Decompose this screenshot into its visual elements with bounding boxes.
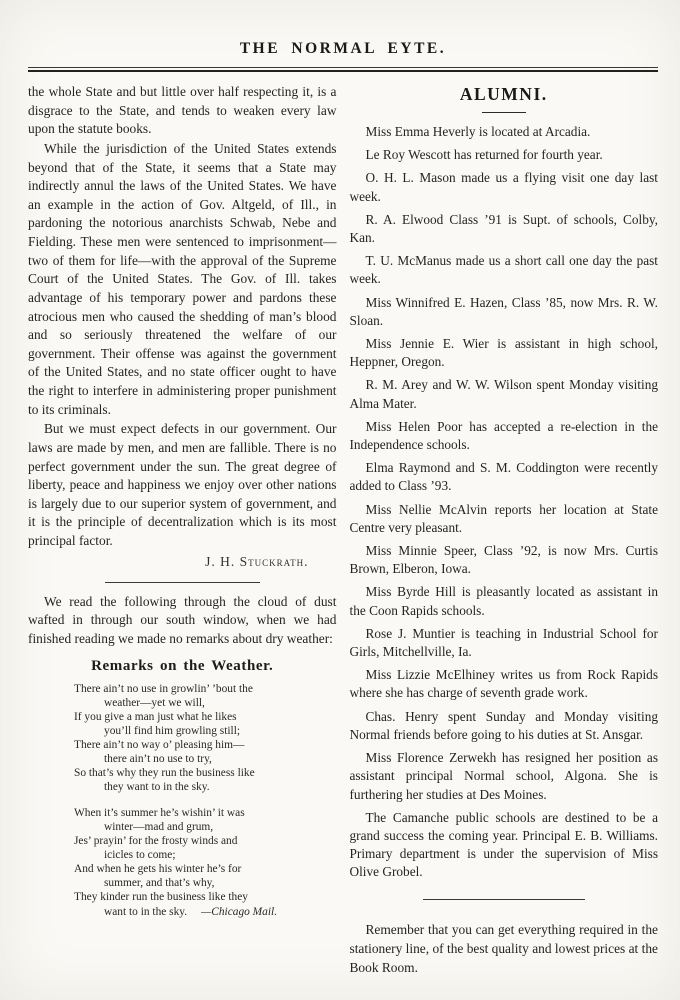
- poem-stanza-1: [74, 682, 337, 795]
- poem-line: There ain’t no use in growlin’ ’bout the: [74, 682, 253, 695]
- article-signature: J. H. Stuckrath.: [205, 553, 309, 569]
- poem-line: They kinder run the business like they: [74, 891, 248, 904]
- alumni-item: T. U. McManus made us a short call one day the past week.: [349, 253, 658, 287]
- page-columns: [28, 83, 658, 977]
- poem-line: When it’s summer he’s wishin’ it was: [74, 806, 245, 819]
- alumni-heading: ALUMNI.: [459, 84, 548, 104]
- poem-line: weather—yet we will,: [104, 696, 205, 709]
- article-paragraph: But we must expect defects in our government. Our laws are made by men, and men are fallible. There is no perfect government under the sun. The great degree of liberty, peace and happiness we enjoy over other nations is largely due to our superior system of government, and it is the principle of decentralization which is its most principal factor.: [28, 421, 337, 548]
- alumni-item: Chas. Henry spent Sunday and Monday visiting Normal friends before going to his duties at St. Ansgar.: [349, 708, 658, 742]
- poem-line: So that’s why they run the business like: [74, 767, 255, 780]
- poem-line: If you give a man just what he likes: [74, 710, 237, 723]
- alumni-item: Rose J. Muntier is teaching in Industrial School for Girls, Mitchellville, Ia.: [349, 625, 658, 660]
- alumni-item: Le Roy Wescott has returned for fourth year.: [365, 147, 603, 163]
- alumni-item: Elma Raymond and S. M. Coddington were recently added to Class ’93.: [349, 460, 658, 494]
- alumni-item: Miss Nellie McAlvin reports her location at State Centre very pleasant.: [349, 501, 658, 535]
- alumni-item: O. H. L. Mason made us a flying visit one day last week.: [349, 170, 658, 204]
- left-column: [28, 83, 337, 977]
- poem-line: they want to in the sky.: [104, 781, 210, 794]
- poem-attribution: —Chicago Mail.: [201, 905, 278, 918]
- alumni-item: Miss Emma Heverly is located at Arcadia.: [365, 124, 591, 139]
- alumni-item: Miss Jennie E. Wier is assistant in high school, Heppner, Oregon.: [349, 336, 658, 370]
- alumni-item: Miss Minnie Speer, Class ’92, is now Mrs. Curtis Brown, Elberon, Iowa.: [349, 543, 658, 577]
- poem-line: Jes’ prayin’ for the frosty winds and: [74, 834, 238, 847]
- masthead-rule: [28, 67, 658, 72]
- poem-line: you’ll find him growling still;: [104, 724, 241, 737]
- poem-line: want to in the sky.: [104, 905, 188, 918]
- weather-intro: We read the following through the cloud of dust wafted in through our south window, when we had finished reading we made no remarks about dry weather:: [28, 593, 337, 646]
- right-column: [350, 83, 659, 977]
- article-paragraph: the whole State and but little over half respecting it, is a disgrace to the State, and tends to weaken every law upon the statute books.: [28, 84, 337, 137]
- section-divider: [423, 899, 585, 900]
- alumni-heading-rule: [482, 112, 526, 113]
- poem-line: And when he gets his winter he’s for: [74, 863, 242, 876]
- poem-line: There ain’t no way o’ pleasing him—: [74, 739, 245, 752]
- alumni-item: The Camanche public schools are destined to be a grand success the coming year. Principal E. B. Williams. Primary department is under the supervision of Miss Olive Grobel.: [349, 809, 658, 880]
- poem-line: winter—mad and grum,: [104, 820, 214, 833]
- alumni-item: R. M. Arey and W. W. Wilson spent Monday visiting Alma Mater.: [349, 377, 658, 411]
- poem-line: there ain’t no use to try,: [104, 753, 212, 766]
- book-room-note: Remember that you can get everything required in the stationery line, of the best quality and lowest prices at the Book Room.: [349, 921, 658, 975]
- alumni-item: Miss Winnifred E. Hazen, Class ’85, now Mrs. R. W. Sloan.: [349, 294, 658, 328]
- poem-last-line: [74, 905, 337, 919]
- alumni-item: R. A. Elwood Class ’91 is Supt. of schools, Colby, Kan.: [349, 211, 658, 246]
- poem-line: icicles to come;: [104, 849, 176, 862]
- poem-line: summer, and that’s why,: [104, 877, 215, 890]
- section-divider: [105, 582, 260, 583]
- alumni-item: Miss Lizzie McElhiney writes us from Rock Rapids where she has charge of seventh grade work.: [349, 667, 658, 701]
- alumni-item: Miss Florence Zerwekh has resigned her position as assistant principal Normal school, Algona. She is furthering her studies at Des Moines.: [349, 750, 658, 802]
- alumni-item: Miss Helen Poor has accepted a re-election in the Independence schools.: [349, 418, 658, 453]
- article-paragraph: While the jurisdiction of the United States extends beyond that of the State, it seems that a State may indirectly annul the laws of the United States. We have an example in the action of Gov. Altgeld, of Ill., in pardoning the notorious anarchists Schwab, Nebe and Fielding. These men were sentenced to imprisonment—two of them for life—with the approval of the Supreme Court of the United States. The Gov. of Ill. takes advantage of his temporary power and pardons these atrocious men who caused the shedding of man’s blood and so seriously threatened the welfare of our government. Their offense was against the government of the United States, and no state officer ought to have the right to interfere in administering proper punishment to its criminals.: [28, 140, 337, 417]
- weather-poem: [28, 682, 337, 919]
- poem-stanza-2: [74, 806, 337, 919]
- weather-heading: Remarks on the Weather.: [91, 657, 274, 674]
- masthead-title: THE NORMAL EYTE.: [239, 40, 447, 57]
- alumni-item: Miss Byrde Hill is pleasantly located as assistant in the Coon Rapids schools.: [349, 584, 658, 618]
